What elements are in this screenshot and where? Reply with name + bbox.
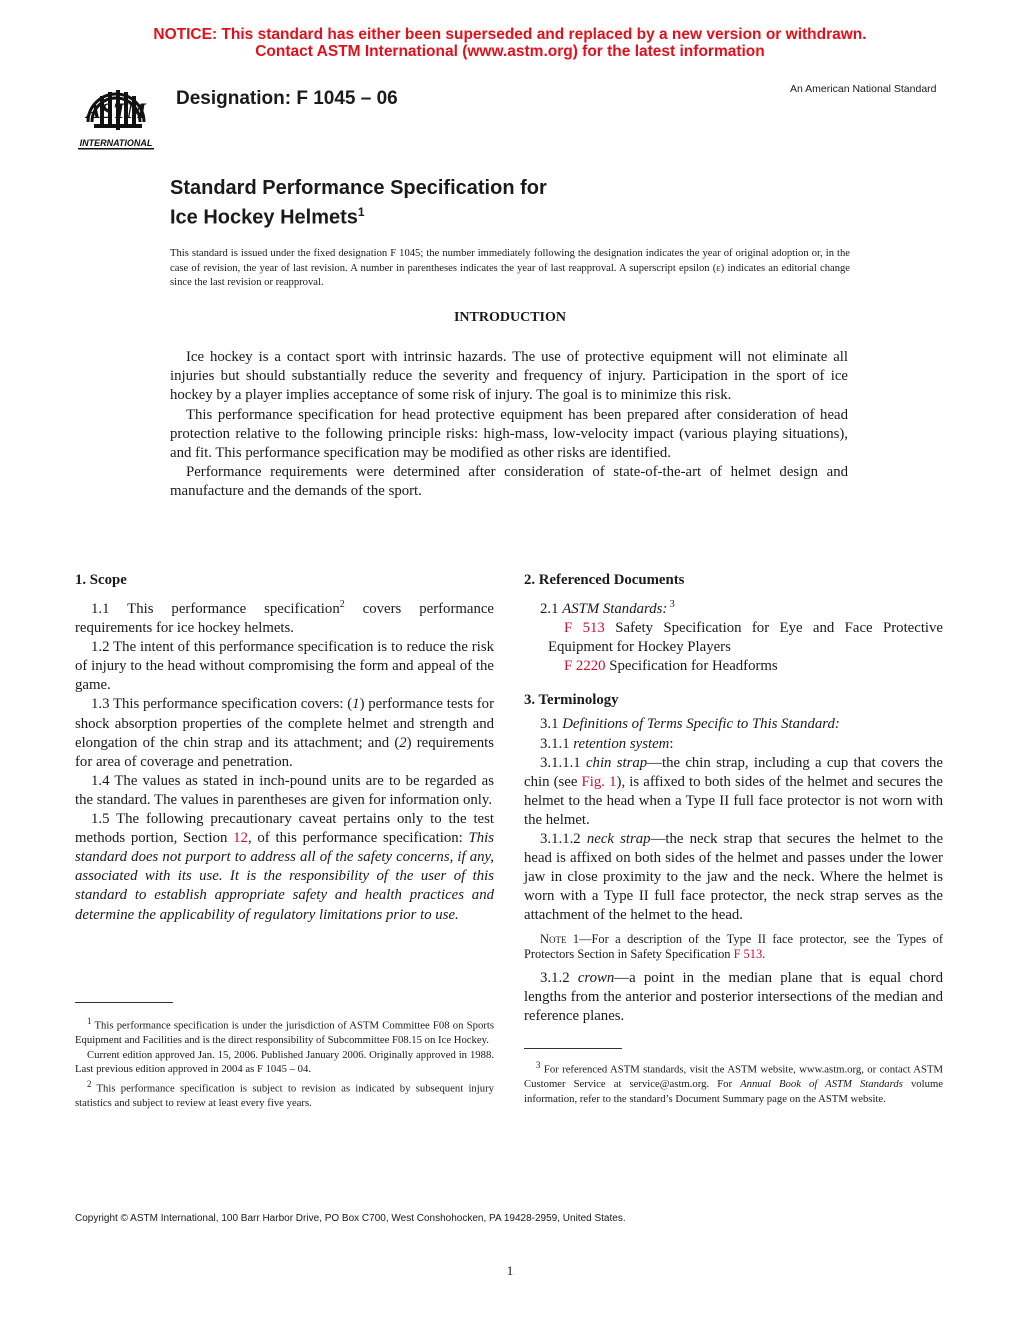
withdrawal-notice	[0, 26, 1020, 60]
caveat-text: This standard does not purport to address all of the safety concerns, if any, associated with its use. It is the responsibility of the user of this standard to establish appropriate safety and health practices and determine the applicability of regulatory limitations prior to use.	[75, 830, 494, 923]
logo-sublabel: INTERNATIONAL	[79, 138, 153, 148]
footnotes-right	[524, 1058, 943, 1106]
clause-3-1-1-1: 3.1.1.1 chin strap—the chin strap, including a cup that covers the chin (see Fig. 1), is affixed to both sides of the helmet and secures the helmet to the head when a Type II full face protector is not worn with the helmet.	[524, 754, 944, 828]
clause-1-2: 1.2 The intent of this performance specification is to reduce the risk of injury to the head without compromising the form and appeal of the game.	[75, 639, 494, 694]
left-column	[75, 571, 494, 925]
title-line-2: Ice Hockey Helmets	[170, 206, 358, 229]
standard-type: An American National Standard	[790, 83, 937, 95]
title-footnote-mark: 1	[357, 205, 365, 219]
notice-line-1: NOTICE: This standard has either been superseded and replaced by a new version or withdrawn.	[153, 26, 867, 43]
designation: Designation: F 1045 – 06	[176, 88, 398, 109]
referenced-documents-heading: 2. Referenced Documents	[524, 572, 685, 588]
footnote-1-edition: Current edition approved Jan. 15, 2006. Published January 2006. Originally approved in 1988. Last previous edition approved in 2004 as F 1045 – 04.	[75, 1048, 494, 1076]
clause-1-1: 1.1 This performance specification$^2$ covers performance requirements for ice hockey helmets.	[75, 599, 494, 637]
title-line-1: Standard Performance Specification for	[170, 177, 547, 199]
note-f513-link[interactable]: F 513	[733, 947, 763, 962]
note-1: Note 1—For a description of the Type II face protector, see the Types of Protectors Section in Safety Specification F 513.	[524, 931, 943, 962]
fig-1-link[interactable]: Fig. 1	[581, 773, 617, 790]
document-title	[170, 176, 547, 230]
terminology-heading: 3. Terminology	[524, 692, 619, 709]
clause-1-4: 1.4 The values as stated in inch-pound units are to be regarded as the standard. The values in parentheses are given for information only.	[75, 772, 494, 808]
clause-1-5: 1.5 The following precautionary caveat pertains only to the test methods portion, Section 12, of this performance specification: This standard does not purport to address all of the safety concerns, if any, associated with its use. It is the responsibility of the user of this standard to establish appropriate safety and health practices and determine the applicability of regulatory limitations prior to use.	[75, 811, 494, 923]
notice-line-2: Contact ASTM International (www.astm.org) for the latest information	[255, 43, 765, 60]
clause-3-1-2: 3.1.2 crown—a point in the median plane that is equal chord lengths from the anterior and posterior intersections of the median and reference planes.	[524, 969, 943, 1024]
page-number: 1	[506, 1263, 514, 1278]
reference-f513: F 513 Safety Specification for Eye and Face Protective Equipment for Hockey Players	[548, 620, 944, 656]
section-12-link[interactable]: 12	[233, 830, 248, 847]
introduction-body	[170, 348, 848, 502]
footnotes-left	[75, 1014, 494, 1111]
clause-1-3: 1.3 This performance specification covers: (1) performance tests for shock absorption properties of the complete helmet and strength and elongation of the chin strap and its attachment; and (2) requirements for area of coverage and penetration.	[75, 696, 494, 770]
intro-paragraph-1: Ice hockey is a contact sport with intrinsic hazards. The use of protective equipment will not eliminate all injuries but should substantially reduce the severity and frequency of injury. Participation in the sport of ice hockey by a player implies acceptance of some risk of injury. The goal is to minimize this risk.	[170, 349, 848, 404]
reference-f2220: F 2220 Specification for Headforms	[564, 658, 778, 675]
footnote-divider-right	[524, 1048, 622, 1049]
footnote-3: $^3$ For referenced ASTM standards, visit the ASTM website, www.astm.org, or contact ASTM Customer Service at service@astm.org. For Annual Book of ASTM Standards volume information, refer to the standard’s Document Summary page on the ASTM website.	[524, 1060, 944, 1105]
footnote-2: $^2$ This performance specification is subject to revision as indicated by subsequent injury statistics and subject to review at least every five years.	[75, 1078, 494, 1110]
right-column	[524, 571, 943, 1026]
introduction-heading: INTRODUCTION	[453, 310, 566, 325]
logo-lettering: ASTM	[86, 98, 146, 123]
f2220-link[interactable]: F 2220	[564, 658, 606, 675]
f513-link[interactable]: F 513	[564, 620, 605, 637]
astm-logo	[70, 74, 162, 152]
scope-heading: 1. Scope	[75, 572, 127, 588]
footnote-divider-left	[75, 1002, 173, 1003]
issued-note: This standard is issued under the fixed designation F 1045; the number immediately following the designation indicates the year of original adoption or, in the case of revision, the year of last revision. A number in parentheses indicates the year of last reapproval. A superscript epsilon (ε) indicates an editorial change since the last revision or reapproval.	[170, 248, 850, 289]
intro-paragraph-2: This performance specification for head protective equipment has been prepared after consideration of head protection relative to the following principle risks: high-mass, low-velocity impact (various playing situations), and fit. This performance specification may be modified as other risks are identified.	[170, 406, 848, 462]
intro-paragraph-3: Performance requirements were determined after consideration of state-of-the-art of helmet design and manufacture and the demands of the sport.	[170, 464, 848, 500]
astm-logo-icon	[70, 74, 162, 152]
footnote-1: $^1$ This performance specification is under the jurisdiction of ASTM Committee F08 on Sports Equipment and Facilities and is the direct responsibility of Subcommittee F08.15 on Ice Hockey.	[75, 1016, 494, 1047]
clause-2-1: 2.1 ASTM Standards: $^3$	[540, 599, 675, 618]
copyright: Copyright © ASTM International, 100 Barr Harbor Drive, PO Box C700, West Conshohocken, PA 19428-2959, United States.	[75, 1213, 626, 1224]
clause-3-1-1-2: 3.1.1.2 neck strap—the neck strap that secures the helmet to the head is affixed on both sides of the helmet and passes under the lower jaw in close proximity to the jaw and the neck. Where the helmet is worn with a Type II full face protector, the neck strap serves as the attachment of the helmet to the head.	[524, 831, 944, 924]
clause-3-1: 3.1 Definitions of Terms Specific to This Standard:	[540, 716, 840, 733]
clause-3-1-1: 3.1.1 retention system:	[540, 735, 674, 752]
